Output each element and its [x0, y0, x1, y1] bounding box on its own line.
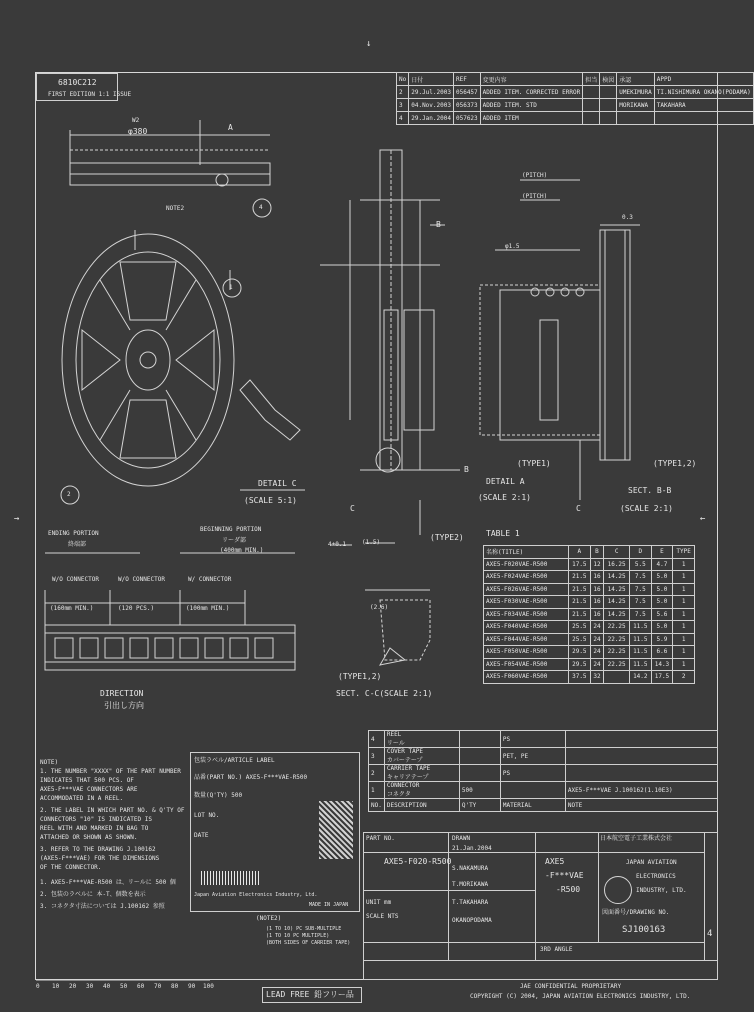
note-line: 2. THE LABEL IN WHICH PART NO. & Q'TY OF [40, 807, 185, 814]
tb-copyright-1: JAE CONFIDENTIAL PROPRIETARY [520, 983, 622, 990]
table1-row: AXE5-F030VAE-R500 21.5 16 14.25 7.5 5.0 1 [484, 596, 695, 609]
table1-row: AXE5-F060VAE-R500 37.5 32 14.2 17.5 2 [484, 671, 695, 684]
bom-row: 3 COVER TAPE カバーテープ PET, PE [369, 748, 718, 765]
jae-logo-icon [604, 876, 632, 904]
tape-wo-conn-2: W/O CONNECTOR [118, 576, 165, 583]
sect-cc-title: SECT. C-C(SCALE 2:1) [336, 689, 433, 698]
callout-1-text: 1 [229, 284, 233, 291]
note-line: OF THE CONNECTOR. [40, 864, 102, 871]
detail-a-scale: (SCALE 2:1) [478, 493, 531, 502]
label-model: 品番(PART NO.) AXE5-F***VAE-R500 [194, 774, 308, 781]
tb-scale: SCALE NTS [366, 913, 399, 920]
tb-drawn-date: 21.Jan.2004 [452, 845, 492, 852]
table1-row: AXE5-F034VAE-R500 21.5 16 14.25 7.5 5.6 1 [484, 608, 695, 621]
sect-bb-title: SECT. B-B [628, 486, 672, 495]
tb-part-no-label: PART NO. [366, 835, 395, 842]
note-line: 3. REFER TO THE DRAWING J.100162 [40, 846, 156, 853]
tb-approved2: OKANOPODAMA [452, 917, 492, 924]
callout-2-text: 2 [67, 491, 71, 498]
note-line: ACCOMMODATED IN A REEL. [40, 795, 124, 802]
reel-dim-width: W2 [132, 117, 140, 124]
tb-rev-no: 4 [707, 929, 713, 939]
tb-jae-title: 日本航空電子工業株式会社 [600, 835, 673, 842]
label-c-right: C [576, 504, 581, 513]
detail-a-connector [540, 320, 558, 420]
note-line: (AXE5-F***VAE) FOR THE DIMENSIONS [40, 855, 160, 862]
table1-row: AXE5-F020VAE-R500 17.5 12 16.25 5.5 4.7 1 [484, 558, 695, 571]
tape-len-1: (160mm MIN.) [50, 605, 94, 612]
label-title: 包装ラベル/ARTICLE LABEL [194, 757, 275, 764]
bom-table [368, 730, 718, 812]
table1-row: AXE5-F050VAE-R500 29.5 24 22.25 11.5 6.6 1 [484, 646, 695, 659]
tape-w-conn: W/ CONNECTOR [188, 576, 232, 583]
title-block [363, 832, 718, 980]
tb-approved: T.TAKAHARA [452, 899, 489, 906]
note-line: 2. 包装のラベルに 本-T、個数を表示 [40, 891, 146, 898]
label-note2: (NOTE2) [256, 915, 282, 922]
tb-title-1: AXE5 [545, 857, 565, 866]
reel-note2: NOTE2 [166, 205, 185, 212]
label-date: DATE [194, 832, 209, 839]
tape-beginning-label: BEGINNING PORTION [200, 526, 262, 533]
tb-part-no: AXE5-F020-R500 [384, 857, 452, 866]
qr-code [319, 801, 353, 859]
detail-a-pitch-1: (PITCH) [522, 172, 548, 179]
sect-bb-scale: (SCALE 2:1) [620, 504, 673, 513]
label-b-bottom: B [464, 465, 469, 474]
sect-bb-dim: 0.3 [622, 214, 633, 221]
ruler-tick: 0 [36, 983, 40, 990]
drawing-no-box-text: 6810C212 [58, 78, 97, 87]
left-center-mark: → [14, 514, 20, 524]
ruler-tick: 10 [52, 983, 60, 990]
bom-row: 1 CONNECTOR コネクタ 500 AXE5-F***VAE J.100162(1.10E3) [369, 782, 718, 799]
detail-c-scale: (SCALE 5:1) [244, 496, 297, 505]
label-note2-line: (1 TO 10 PC MULTIPLE) [266, 933, 330, 939]
detail-a-dim-15: φ1.5 [505, 243, 520, 250]
callout-4-text: 4 [259, 204, 263, 211]
table1-header: 名称(TITLE) A B C D E TYPE [484, 546, 695, 559]
barcode [201, 871, 261, 885]
tb-drawn-label: DRAWN [452, 835, 471, 842]
detail-a-title: DETAIL A [486, 477, 525, 486]
ruler-tick: 90 [188, 983, 196, 990]
ruler-tick: 100 [203, 983, 214, 990]
ruler-tick: 70 [154, 983, 162, 990]
rev-h-chk: 検図 [600, 73, 617, 86]
tb-title-2: -F***VAE [545, 871, 584, 880]
note-line: ATTACHED OR SHOWN AS SHOWN. [40, 834, 138, 841]
sect-cc-dim: (2.6) [370, 604, 389, 611]
tb-copyright-2: COPYRIGHT (C) 2004, JAPAN AVIATION ELECTRONICS INDUSTRY, LTD. [470, 993, 691, 1000]
article-label-box [190, 752, 360, 912]
reel-hub [126, 330, 170, 390]
sect-cc-type: (TYPE1,2) [338, 672, 382, 681]
type2-label: (TYPE2) [430, 533, 464, 542]
tb-title-3: -R500 [556, 885, 581, 894]
tape-beginning-jp: リーダ部 [222, 537, 247, 544]
reel-spokes [100, 280, 196, 440]
rev-row-1: 2 29.Jul.2003 056457 ADDED ITEM. CORRECTED ERROR UMEKIMURA TI.NISHIMURA OKANO(PODAMA) [397, 86, 754, 99]
label-c-left: C [350, 504, 355, 513]
detail-a-type1: (TYPE1) [517, 459, 551, 468]
rev-h-apv: APPD [654, 73, 753, 86]
rev-h-by: 担当 [583, 73, 600, 86]
label-note2-line: (1 TO 10) PC SUB-MULTIPLE [266, 926, 342, 932]
rev-h-ref: REF [453, 73, 480, 86]
tape-len-3: (100mm MIN.) [186, 605, 230, 612]
ruler-tick: 30 [86, 983, 94, 990]
tape-wo-conn-1: W/O CONNECTOR [52, 576, 99, 583]
tb-checked: T.MORIKAWA [452, 881, 489, 888]
reel-dim-total: φ380 [128, 127, 148, 136]
tb-company-1: JAPAN AVIATION [626, 859, 677, 866]
sect-bb-type: (TYPE1,2) [653, 459, 697, 468]
reel-front-outer [62, 234, 234, 486]
tape-ending-label: ENDING PORTION [48, 530, 99, 537]
tb-drawing-no-label: 図面番号/DRAWING NO. [602, 909, 670, 916]
note-line: 3. コネクタ寸法については J.100162 参照 [40, 903, 165, 910]
tape-beginning-len: (400mm MIN.) [220, 547, 264, 554]
table1-title: TABLE 1 [486, 529, 520, 538]
ruler-tick: 80 [171, 983, 179, 990]
label-company: Japan Aviation Electronics Industry, Ltd. [194, 892, 318, 898]
tb-drawing-no: SJ100163 [622, 925, 666, 935]
table1 [483, 545, 695, 684]
bom-row: 4 REEL リール PS [369, 731, 718, 748]
detail-a-pitch-2: (PITCH) [522, 193, 548, 200]
ruler-tick: 20 [69, 983, 77, 990]
note-line: 1. THE NUMBER "XXXX" OF THE PART NUMBER [40, 768, 181, 775]
note-line: REEL WITH AND MARKED IN BAG TO [40, 825, 149, 832]
carrier-tape-strip [45, 625, 295, 670]
label-lot: LOT NO. [194, 812, 220, 819]
dim-small-2: 4+0.1 [328, 541, 347, 548]
reel-front-inner [76, 252, 220, 468]
table1-row: AXE5-F054VAE-R500 29.5 24 22.25 11.5 14.3 1 [484, 658, 695, 671]
tb-company-3: INDUSTRY, LTD. [636, 887, 687, 894]
label-note2-line: (BOTH SIDES OF CARRIER TAPE) [266, 940, 351, 946]
bom-row: 2 CARRIER TAPE キャリアテープ PS [369, 765, 718, 782]
tb-designed: S.NAKAMURA [452, 865, 489, 872]
note-line: AXE5-F***VAE CONNECTORS ARE [40, 786, 138, 793]
table1-row: AXE5-F026VAE-R500 21.5 16 14.25 7.5 5.0 1 [484, 583, 695, 596]
table1-row: AXE5-F024VAE-R500 21.5 16 14.25 7.5 5.0 1 [484, 571, 695, 584]
ruler-tick: 60 [137, 983, 145, 990]
detail-c-title: DETAIL C [258, 479, 297, 488]
tb-unit: UNIT mm [366, 899, 392, 906]
note-line: CONNECTORS "10" IS INDICATED IS [40, 816, 152, 823]
tape-direction: DIRECTION [100, 689, 144, 698]
tape-ending-jp: 終端部 [68, 541, 87, 548]
notes-title: NOTE) [40, 759, 59, 766]
note-line: 1. AXE5-F***VAE-R500 は、リールに 500 個 [40, 879, 176, 886]
right-center-mark: ← [700, 514, 706, 524]
dim-small-1: (1.5) [362, 539, 381, 546]
ruler-tick: 40 [103, 983, 111, 990]
detail-c-shape [240, 380, 300, 440]
top-left-note: FIRST EDITION 1:1 ISSUE [48, 91, 132, 98]
ruler-tick: 50 [120, 983, 128, 990]
tape-direction-jp: 引出し方向 [104, 701, 144, 710]
table1-row: AXE5-F040VAE-R500 25.5 24 22.25 11.5 5.0 1 [484, 621, 695, 634]
bom-header: NO. DESCRIPTION Q'TY MATERIAL NOTE [369, 799, 718, 812]
rev-h-no: No [397, 73, 409, 86]
tb-lead-free: LEAD FREE 鉛フリー品 [266, 990, 354, 999]
reel-label-a: A [228, 123, 233, 132]
rev-row-3: 4 29.Jan.2004 057623 ADDED ITEM [397, 112, 754, 125]
tb-company-2: ELECTRONICS [636, 873, 676, 880]
top-center-mark: ↓ [366, 39, 372, 49]
label-made: MADE IN JAPAN [309, 902, 349, 908]
label-qty: 数量(Q'TY) 500 [194, 792, 243, 799]
table1-row: AXE5-F044VAE-R500 25.5 24 22.25 11.5 5.9 1 [484, 633, 695, 646]
label-b-top: B [436, 220, 441, 229]
rev-h-desc: 変更内容 [480, 73, 583, 86]
rev-row-2: 3 04.Nov.2003 056373 ADDED ITEM. STD MORIKAWA TAKAHARA [397, 99, 754, 112]
rev-h-date: 日付 [409, 73, 454, 86]
tb-third-angle: 3RD ANGLE [540, 946, 573, 953]
tape-len-2: (120 PCS.) [118, 605, 155, 612]
reel-hub-side [216, 174, 228, 186]
note-line: INDICATES THAT 500 PCS. OF [40, 777, 134, 784]
rev-h-appd: 承認 [617, 73, 655, 86]
